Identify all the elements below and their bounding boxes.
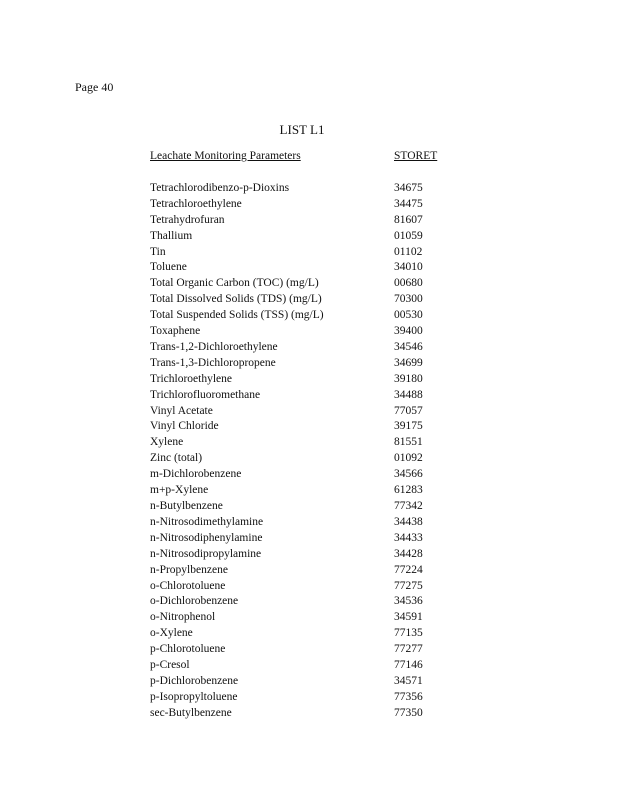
table-row — [150, 594, 450, 610]
parameter-name: n-Butylbenzene — [150, 500, 223, 513]
table-row — [150, 531, 450, 547]
table-row — [150, 419, 450, 435]
table-row — [150, 308, 450, 324]
parameter-name: Vinyl Acetate — [150, 404, 213, 417]
storet-code: 77057 — [394, 404, 423, 417]
parameter-name: Trichloroethylene — [150, 372, 232, 385]
table-row — [150, 547, 450, 563]
storet-code: 77224 — [394, 563, 423, 576]
table-row — [150, 181, 450, 197]
storet-code: 34546 — [394, 340, 423, 353]
parameter-name: Vinyl Chloride — [150, 420, 219, 433]
storet-code: 34591 — [394, 611, 423, 624]
table-row — [150, 579, 450, 595]
table-row — [150, 483, 450, 499]
table-header — [150, 149, 450, 165]
table-row — [150, 626, 450, 642]
parameter-name: n-Propylbenzene — [150, 563, 228, 576]
parameter-name: n-Nitrosodipropylamine — [150, 547, 262, 560]
table-row — [150, 324, 450, 340]
page-number: Page 40 — [75, 80, 114, 94]
parameter-name: o-Chlorotoluene — [150, 579, 226, 592]
storet-code: 77275 — [394, 579, 423, 592]
storet-code: 34675 — [394, 181, 423, 194]
parameter-name: p-Cresol — [150, 659, 190, 672]
storet-code: 01059 — [394, 229, 423, 242]
storet-code: 61283 — [394, 484, 423, 497]
parameter-name: Toluene — [150, 261, 187, 274]
table-row — [150, 245, 450, 261]
storet-code: 34475 — [394, 197, 423, 210]
parameter-name: p-Isopropyltoluene — [150, 690, 238, 703]
storet-code: 01092 — [394, 452, 423, 465]
parameter-name: Trichlorofluoromethane — [150, 388, 261, 401]
table-row — [150, 229, 450, 245]
header-parameter: Leachate Monitoring Parameters — [150, 150, 301, 162]
table-row — [150, 340, 450, 356]
table-row — [150, 690, 450, 706]
table-row — [150, 197, 450, 213]
parameter-name: n-Nitrosodiphenylamine — [150, 531, 263, 544]
parameter-name: p-Chlorotoluene — [150, 643, 226, 656]
parameter-name: Total Dissolved Solids (TDS) (mg/L) — [150, 293, 322, 306]
parameter-name: Tetrahydrofuran — [150, 213, 225, 226]
parameter-name: Toxaphene — [150, 325, 201, 338]
storet-code: 34566 — [394, 468, 423, 481]
parameter-name: Thallium — [150, 229, 193, 242]
storet-code: 34438 — [394, 515, 423, 528]
parameter-name: Trans-1,3-Dichloropropene — [150, 356, 276, 369]
storet-code: 34536 — [394, 595, 423, 608]
table-row — [150, 372, 450, 388]
storet-code: 01102 — [394, 245, 423, 258]
storet-code: 77146 — [394, 659, 423, 672]
storet-code: 77342 — [394, 500, 423, 513]
table-row — [150, 706, 450, 722]
storet-code: 34699 — [394, 356, 423, 369]
table-row — [150, 674, 450, 690]
table-row — [150, 451, 450, 467]
storet-code: 77135 — [394, 627, 423, 640]
storet-code: 34010 — [394, 261, 423, 274]
parameter-name: Trans-1,2-Dichloroethylene — [150, 340, 278, 353]
parameter-name: m+p-Xylene — [150, 484, 209, 497]
table-row — [150, 404, 450, 420]
storet-code: 39400 — [394, 325, 423, 338]
table-row — [150, 499, 450, 515]
parameter-name: Xylene — [150, 436, 184, 449]
table-row — [150, 276, 450, 292]
storet-code: 34571 — [394, 674, 423, 687]
storet-code: 81607 — [394, 213, 423, 226]
table-row — [150, 610, 450, 626]
parameter-name: Total Organic Carbon (TOC) (mg/L) — [150, 277, 319, 290]
storet-code: 70300 — [394, 293, 423, 306]
parameter-name: o-Dichlorobenzene — [150, 595, 239, 608]
parameter-name: Tin — [150, 245, 166, 258]
storet-code: 77277 — [394, 643, 423, 656]
storet-code: 00530 — [394, 309, 423, 322]
table-row — [150, 515, 450, 531]
parameter-name: Zinc (total) — [150, 452, 203, 465]
table-row — [150, 213, 450, 229]
storet-code: 77356 — [394, 690, 423, 703]
parameter-name: n-Nitrosodimethylamine — [150, 515, 264, 528]
table-row — [150, 642, 450, 658]
table-row — [150, 467, 450, 483]
storet-code: 34428 — [394, 547, 423, 560]
storet-code: 39175 — [394, 420, 423, 433]
page-title: LIST L1 — [279, 122, 325, 137]
table-row — [150, 292, 450, 308]
table-row — [150, 388, 450, 404]
storet-code: 00680 — [394, 277, 423, 290]
table-row — [150, 658, 450, 674]
parameter-name: Tetrachloroethylene — [150, 197, 242, 210]
parameter-name: p-Dichlorobenzene — [150, 674, 239, 687]
storet-code: 77350 — [394, 706, 423, 719]
storet-code: 34488 — [394, 388, 423, 401]
parameter-name: Total Suspended Solids (TSS) (mg/L) — [150, 309, 324, 322]
parameter-name: sec-Butylbenzene — [150, 706, 232, 719]
header-storet: STORET — [394, 150, 438, 162]
table-body — [150, 181, 450, 722]
parameters-table — [150, 149, 450, 722]
parameter-name: m-Dichlorobenzene — [150, 468, 242, 481]
storet-code: 34433 — [394, 531, 423, 544]
parameter-name: Tetrachlorodibenzo-p-Dioxins — [150, 181, 290, 194]
table-row — [150, 260, 450, 276]
storet-code: 39180 — [394, 372, 423, 385]
storet-code: 81551 — [394, 436, 423, 449]
parameter-name: o-Nitrophenol — [150, 611, 216, 624]
table-row — [150, 356, 450, 372]
table-row — [150, 435, 450, 451]
parameter-name: o-Xylene — [150, 627, 193, 640]
table-row — [150, 563, 450, 579]
